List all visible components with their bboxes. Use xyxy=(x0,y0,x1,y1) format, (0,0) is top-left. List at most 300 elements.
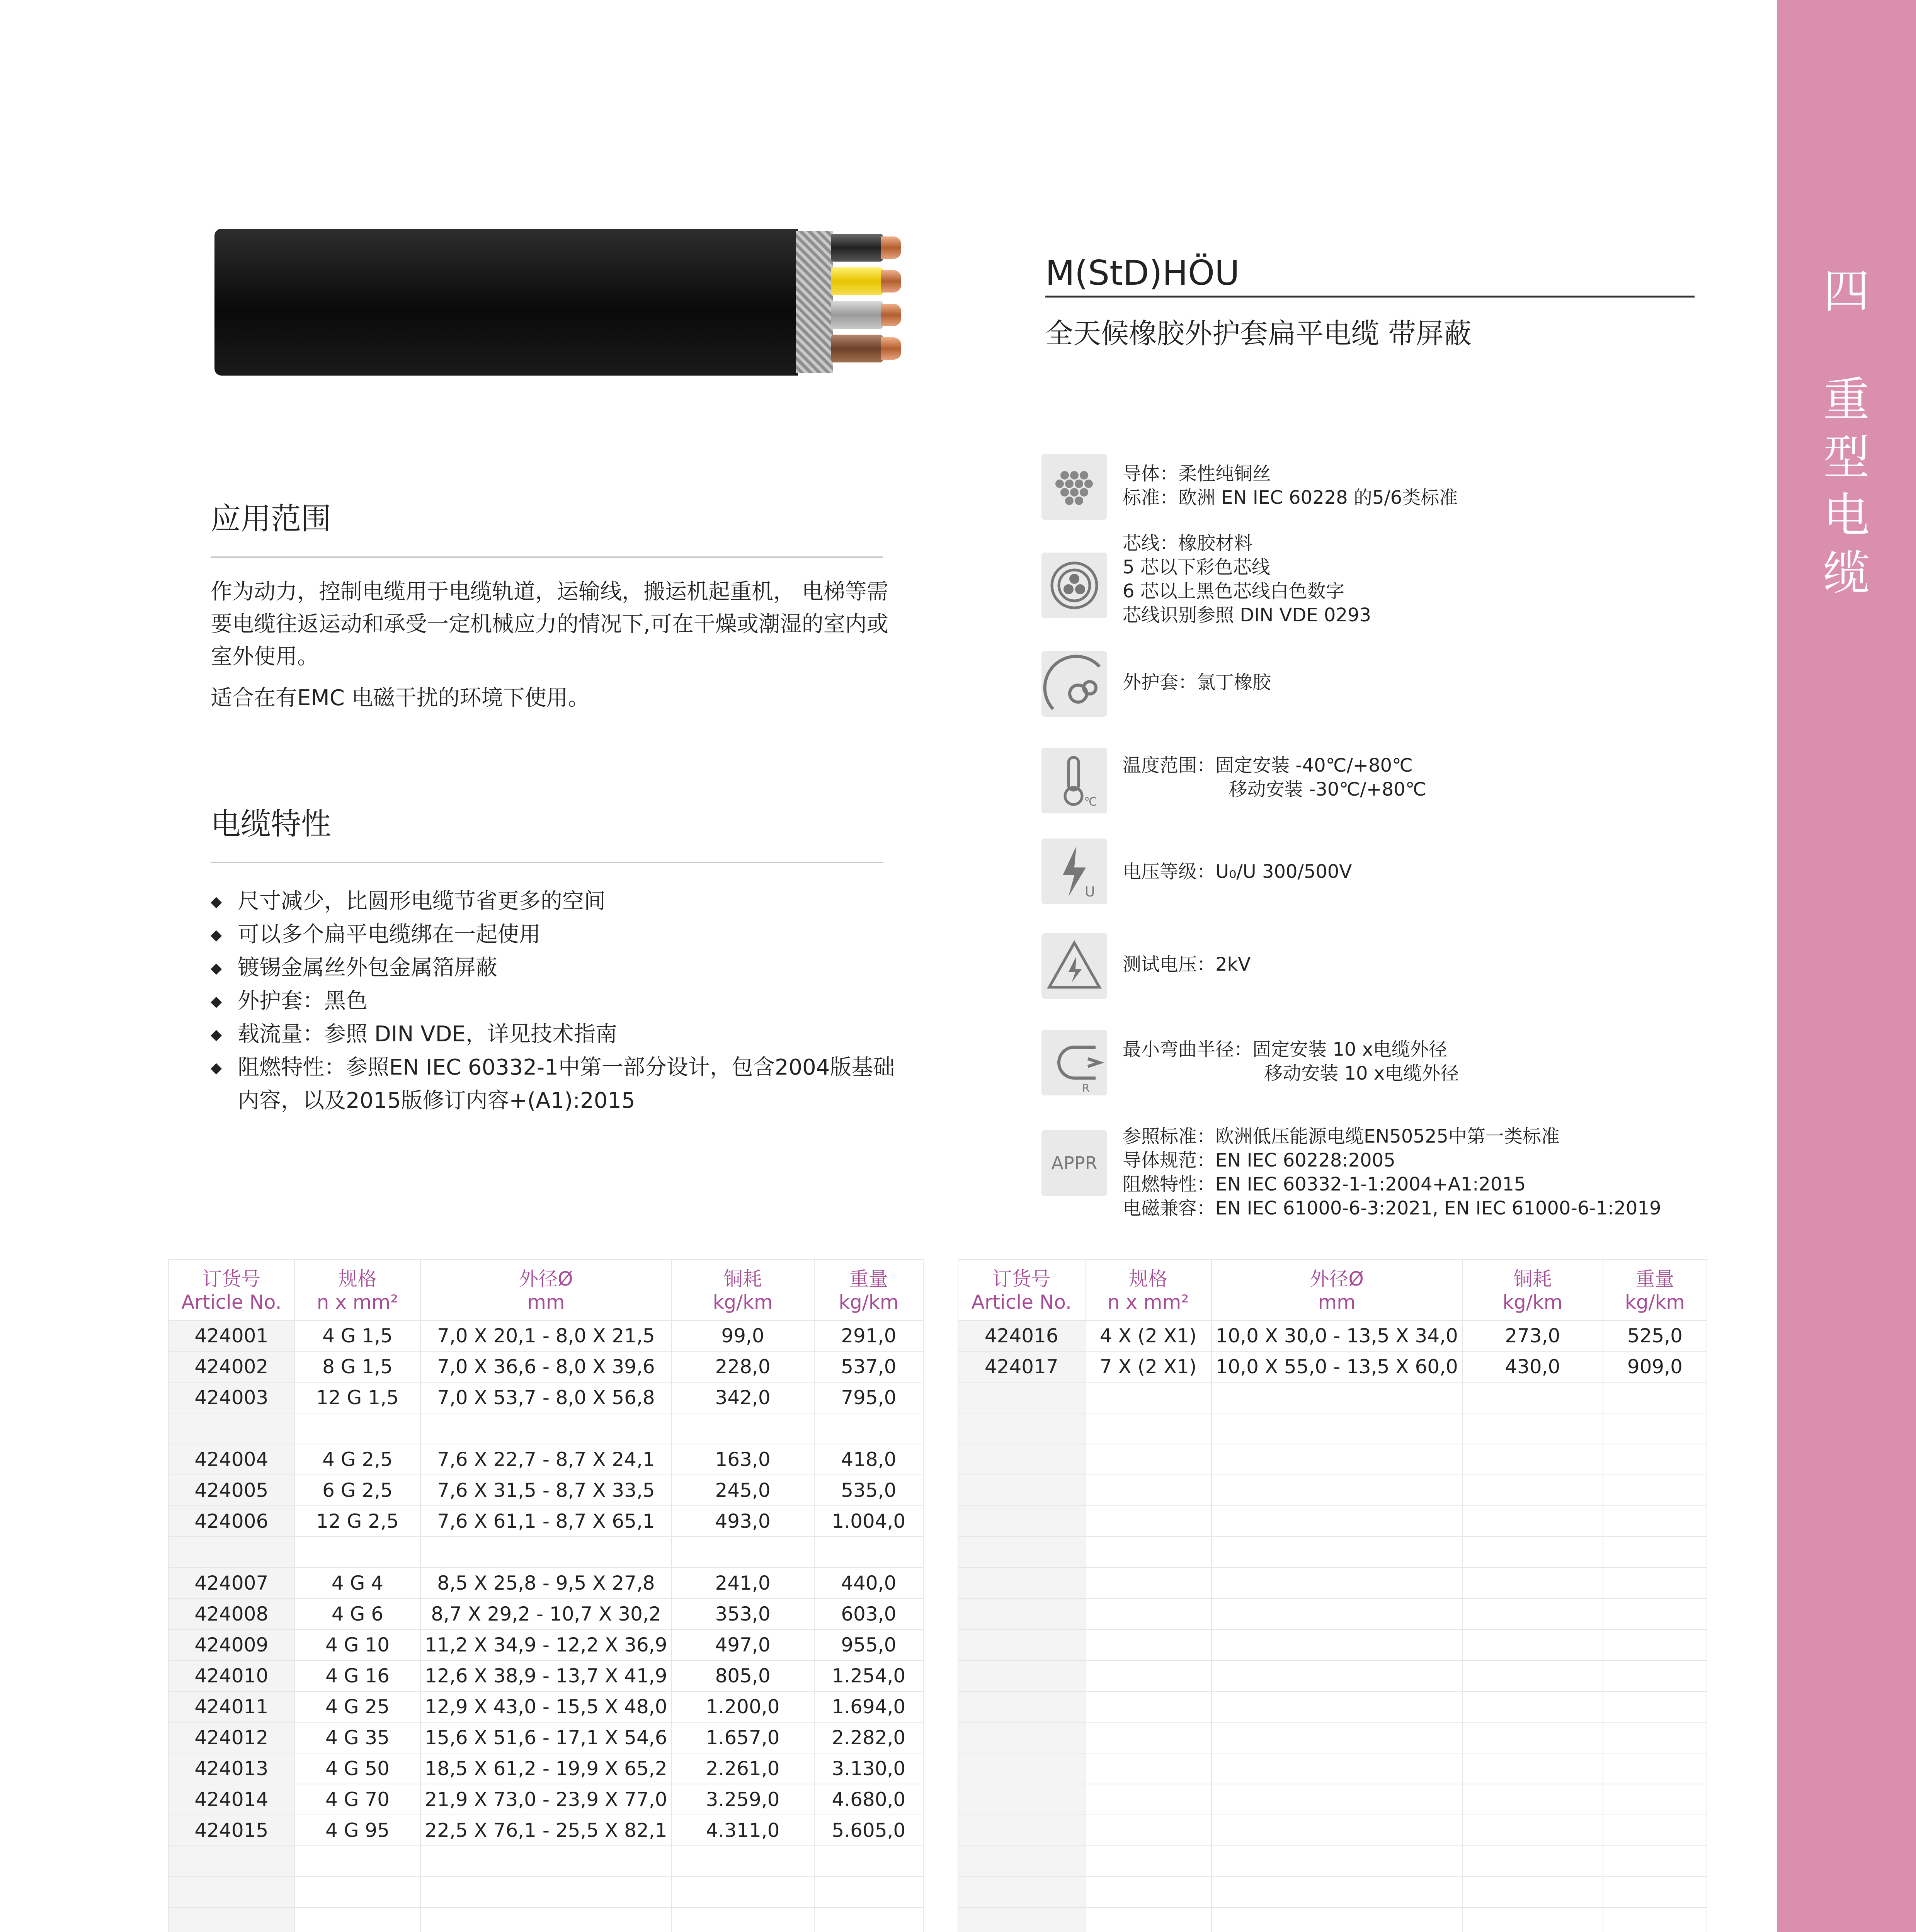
table-row xyxy=(958,1629,1707,1660)
conductor-icon xyxy=(1041,454,1107,520)
table-cell xyxy=(814,1877,923,1908)
table-row xyxy=(168,1413,923,1444)
table-cell xyxy=(1212,1444,1462,1475)
table-cell xyxy=(168,1908,294,1932)
table-cell: 6 G 2,5 xyxy=(294,1475,421,1506)
table-cell xyxy=(1603,1475,1707,1506)
table-row xyxy=(958,1877,1707,1908)
table-cell xyxy=(294,1877,421,1908)
column-header xyxy=(1462,1259,1603,1320)
column-header-unit: kg/km xyxy=(839,1291,899,1313)
column-header xyxy=(294,1259,421,1320)
table-cell: 440,0 xyxy=(814,1568,923,1599)
table-cell xyxy=(168,1413,294,1444)
column-header-title: 规格 xyxy=(1129,1268,1168,1290)
table-cell: 424010 xyxy=(168,1660,294,1691)
cable-jacket xyxy=(214,229,798,376)
table-cell xyxy=(1085,1908,1212,1932)
table-row xyxy=(958,1753,1707,1784)
svg-text:R: R xyxy=(1082,1082,1090,1094)
table-cell: 430,0 xyxy=(1462,1351,1603,1382)
table-cell: 353,0 xyxy=(672,1599,814,1629)
title-divider xyxy=(1045,296,1695,298)
product-subtitle: 全天候橡胶外护套扁平电缆 带屏蔽 xyxy=(1045,317,1472,350)
table-row xyxy=(168,1382,923,1413)
cable-core xyxy=(831,335,883,362)
table-cell xyxy=(1212,1599,1462,1629)
column-header-unit: mm xyxy=(1318,1291,1356,1313)
thermometer-icon xyxy=(1041,748,1107,813)
column-header-unit: n x mm² xyxy=(1107,1291,1189,1313)
table-cell xyxy=(1603,1599,1707,1629)
table-cell xyxy=(1603,1444,1707,1475)
appr-icon: APPR xyxy=(1041,1130,1107,1196)
table-row xyxy=(168,1599,923,1629)
table-cell xyxy=(1085,1599,1212,1629)
sidebar-char: 缆 xyxy=(1823,547,1870,600)
table-cell xyxy=(1212,1568,1462,1599)
table-cell xyxy=(672,1413,814,1444)
application-heading: 应用范围 xyxy=(211,502,332,536)
table-row xyxy=(958,1908,1707,1932)
table-row xyxy=(168,1722,923,1753)
table-cell xyxy=(1603,1877,1707,1908)
column-header-title: 铜耗 xyxy=(1513,1268,1552,1290)
table-row xyxy=(958,1351,1707,1382)
table-cell: 424017 xyxy=(958,1351,1085,1382)
table-cell: 1.254,0 xyxy=(814,1660,923,1691)
table-cell: 4 G 4 xyxy=(294,1568,421,1599)
table-cell xyxy=(1603,1382,1707,1413)
table-cell xyxy=(294,1846,421,1877)
table-cell: 4 G 25 xyxy=(294,1691,421,1722)
table-cell: 3.130,0 xyxy=(814,1753,923,1784)
column-header-title: 重量 xyxy=(849,1268,888,1290)
table-cell: 273,0 xyxy=(1462,1320,1603,1351)
svg-text:U: U xyxy=(1085,884,1095,900)
table-cell xyxy=(1212,1506,1462,1537)
table-cell xyxy=(1462,1691,1603,1722)
table-row xyxy=(958,1537,1707,1568)
table-cell: 418,0 xyxy=(814,1444,923,1475)
table-cell: 2.261,0 xyxy=(672,1753,814,1784)
cable-core-tip xyxy=(881,337,901,360)
table-cell: 1.200,0 xyxy=(672,1691,814,1722)
table-row xyxy=(958,1506,1707,1537)
column-header-unit: kg/km xyxy=(1625,1291,1685,1313)
table-cell xyxy=(1462,1475,1603,1506)
features-list xyxy=(211,885,906,1117)
table-cell xyxy=(1085,1537,1212,1568)
table-cell xyxy=(1212,1413,1462,1444)
table-row xyxy=(168,1908,923,1932)
table-header-row xyxy=(168,1259,923,1320)
list-item: ◆ 可以多个扁平电缆绑在一起使用 xyxy=(211,918,906,951)
table-cell: 424015 xyxy=(168,1815,294,1846)
table-cell xyxy=(958,1877,1085,1908)
table-cell xyxy=(1085,1784,1212,1815)
table-row xyxy=(168,1877,923,1908)
table-cell: 424007 xyxy=(168,1568,294,1599)
table-cell xyxy=(1212,1753,1462,1784)
sheath-icon xyxy=(1041,651,1107,717)
table-cell xyxy=(1212,1660,1462,1691)
table-cell: 99,0 xyxy=(672,1320,814,1351)
table-cell xyxy=(1603,1908,1707,1932)
column-header xyxy=(1085,1259,1212,1320)
table-cell: 4 G 95 xyxy=(294,1815,421,1846)
table-cell xyxy=(958,1753,1085,1784)
table-cell: 497,0 xyxy=(672,1629,814,1660)
table-cell: 955,0 xyxy=(814,1629,923,1660)
sidebar-char: 电 xyxy=(1823,489,1870,543)
table-cell xyxy=(1085,1475,1212,1506)
table-cell: 424013 xyxy=(168,1753,294,1784)
table-cell xyxy=(1212,1629,1462,1660)
table-cell xyxy=(814,1846,923,1877)
table-cell xyxy=(1462,1660,1603,1691)
standards-spec: 参照标准：欧洲低压能源电缆EN50525中第一类标准 导体规范：EN IEC 60228:2005 阻燃特性：EN IEC 60332-1-1:2004+A1:2015 电磁兼容：EN IEC 61000-6-3:2021, EN IEC 61000-6-1:2019 xyxy=(1123,1126,1661,1219)
temperature-spec: 温度范围：固定安装 -40℃/+80℃ 移动安装 -30℃/+80℃ xyxy=(1123,755,1426,800)
table-cell: 424003 xyxy=(168,1382,294,1413)
table-cell: 291,0 xyxy=(814,1320,923,1351)
table-cell xyxy=(958,1444,1085,1475)
table-row xyxy=(958,1475,1707,1506)
column-header-unit: Article No. xyxy=(971,1291,1072,1313)
column-header-title: 铜耗 xyxy=(723,1268,762,1290)
table-cell xyxy=(814,1413,923,1444)
table-row xyxy=(168,1475,923,1506)
table-cell xyxy=(958,1846,1085,1877)
table-cell: 8 G 1,5 xyxy=(294,1351,421,1382)
table-cell: 7,0 X 20,1 - 8,0 X 21,5 xyxy=(420,1320,671,1351)
column-header-unit: Article No. xyxy=(181,1291,282,1313)
table-cell: 12 G 1,5 xyxy=(294,1382,421,1413)
table-cell: 424006 xyxy=(168,1506,294,1537)
table-cell xyxy=(1603,1506,1707,1537)
table-cell xyxy=(1462,1908,1603,1932)
column-header xyxy=(168,1259,294,1320)
table-cell: 795,0 xyxy=(814,1382,923,1413)
table-cell: 4.311,0 xyxy=(672,1815,814,1846)
list-item: ◆ 尺寸减少，比圆形电缆节省更多的空间 xyxy=(211,885,906,918)
table-cell xyxy=(1603,1629,1707,1660)
column-header xyxy=(672,1259,814,1320)
table-cell xyxy=(1462,1568,1603,1599)
table-cell xyxy=(420,1877,671,1908)
table-row xyxy=(168,1506,923,1537)
table-cell xyxy=(1603,1413,1707,1444)
table-row xyxy=(958,1568,1707,1599)
column-header xyxy=(1603,1259,1707,1320)
spec-table-right xyxy=(958,1259,1707,1932)
table-cell: 493,0 xyxy=(672,1506,814,1537)
table-cell xyxy=(1462,1629,1603,1660)
table-cell xyxy=(1462,1537,1603,1568)
cable-core-tip xyxy=(881,304,901,326)
table-cell xyxy=(958,1568,1085,1599)
table-row xyxy=(168,1568,923,1599)
cable-core-tip xyxy=(881,236,901,259)
table-cell: 7 X (2 X1) xyxy=(1085,1351,1212,1382)
table-cell xyxy=(1462,1784,1603,1815)
table-cell xyxy=(1085,1382,1212,1413)
table-row xyxy=(958,1815,1707,1846)
column-header-title: 订货号 xyxy=(202,1268,260,1290)
bending-radius-spec: 最小弯曲半径：固定安装 10 x电缆外径 移动安装 10 x电缆外径 xyxy=(1123,1039,1459,1084)
column-header-unit: kg/km xyxy=(713,1291,773,1313)
table-cell xyxy=(1603,1722,1707,1753)
table-row xyxy=(958,1784,1707,1815)
table-row xyxy=(168,1629,923,1660)
table-row xyxy=(958,1444,1707,1475)
cable-core-tip xyxy=(881,270,901,293)
table-cell xyxy=(1603,1846,1707,1877)
table-row xyxy=(958,1413,1707,1444)
table-row xyxy=(958,1691,1707,1722)
table-cell: 424004 xyxy=(168,1444,294,1475)
table-cell: 424014 xyxy=(168,1784,294,1815)
table-cell xyxy=(1462,1722,1603,1753)
table-cell xyxy=(958,1382,1085,1413)
list-item: ◆ 载流量：参照 DIN VDE，详见技术指南 xyxy=(211,1018,906,1051)
column-header-title: 重量 xyxy=(1635,1268,1674,1290)
table-cell xyxy=(1462,1815,1603,1846)
sidebar-char: 重 xyxy=(1823,373,1870,427)
table-cell xyxy=(1212,1537,1462,1568)
table-cell xyxy=(168,1846,294,1877)
table-cell: 4 G 50 xyxy=(294,1753,421,1784)
table-cell: 8,5 X 25,8 - 9,5 X 27,8 xyxy=(420,1568,671,1599)
table-cell: 424005 xyxy=(168,1475,294,1506)
table-cell xyxy=(1462,1382,1603,1413)
table-cell xyxy=(1212,1382,1462,1413)
table-cell xyxy=(1603,1815,1707,1846)
sheath-spec: 外护套：氯丁橡胶 xyxy=(1123,672,1271,693)
table-cell: 4 G 70 xyxy=(294,1784,421,1815)
table-cell xyxy=(1212,1784,1462,1815)
table-cell xyxy=(958,1599,1085,1629)
table-cell xyxy=(1462,1753,1603,1784)
table-cell xyxy=(958,1908,1085,1932)
sidebar-category xyxy=(1777,263,1916,603)
column-header xyxy=(1212,1259,1462,1320)
table-cell: 7,6 X 61,1 - 8,7 X 65,1 xyxy=(420,1506,671,1537)
table-cell xyxy=(1603,1537,1707,1568)
table-cell: 241,0 xyxy=(672,1568,814,1599)
column-header-unit: n x mm² xyxy=(316,1291,398,1313)
table-cell: 10,0 X 55,0 - 13,5 X 60,0 xyxy=(1212,1351,1462,1382)
column-header xyxy=(814,1259,923,1320)
conductor-spec: 导体：柔性纯铜丝 标准：欧洲 EN IEC 60228 的5/6类标准 xyxy=(1123,463,1458,509)
table-cell: 424001 xyxy=(168,1320,294,1351)
table-cell xyxy=(1212,1846,1462,1877)
table-cell: 12,6 X 38,9 - 13,7 X 41,9 xyxy=(420,1660,671,1691)
table-cell xyxy=(1603,1660,1707,1691)
table-cell xyxy=(1085,1815,1212,1846)
table-cell: 11,2 X 34,9 - 12,2 X 36,9 xyxy=(420,1629,671,1660)
table-cell: 424008 xyxy=(168,1599,294,1629)
table-cell: 4 G 35 xyxy=(294,1722,421,1753)
table-row xyxy=(168,1351,923,1382)
table-cell: 2.282,0 xyxy=(814,1722,923,1753)
table-cell xyxy=(672,1908,814,1932)
table-cell: 4 G 10 xyxy=(294,1629,421,1660)
voltage-spec: 电压等级：U₀/U 300/500V xyxy=(1123,861,1352,883)
table-cell: 21,9 X 73,0 - 23,9 X 77,0 xyxy=(420,1784,671,1815)
table-cell xyxy=(814,1537,923,1568)
table-cell: 424012 xyxy=(168,1722,294,1753)
core-insulation-icon xyxy=(1041,553,1107,618)
table-cell: 424011 xyxy=(168,1691,294,1722)
table-cell xyxy=(1212,1722,1462,1753)
table-cell xyxy=(1462,1846,1603,1877)
table-cell: 12,9 X 43,0 - 15,5 X 48,0 xyxy=(420,1691,671,1722)
table-cell xyxy=(1085,1568,1212,1599)
table-cell xyxy=(1085,1660,1212,1691)
cable-core xyxy=(831,301,883,329)
table-cell: 163,0 xyxy=(672,1444,814,1475)
table-cell: 4 X (2 X1) xyxy=(1085,1320,1212,1351)
table-cell: 4 G 1,5 xyxy=(294,1320,421,1351)
table-cell: 603,0 xyxy=(814,1599,923,1629)
table-row xyxy=(168,1691,923,1722)
bending-radius-icon xyxy=(1041,1030,1107,1095)
table-cell xyxy=(1085,1846,1212,1877)
table-cell xyxy=(420,1846,671,1877)
table-cell: 7,6 X 31,5 - 8,7 X 33,5 xyxy=(420,1475,671,1506)
table-cell: 22,5 X 76,1 - 25,5 X 82,1 xyxy=(420,1815,671,1846)
table-cell xyxy=(1085,1691,1212,1722)
table-cell: 342,0 xyxy=(672,1382,814,1413)
column-header-title: 外径Ø xyxy=(519,1268,573,1290)
table-header-row xyxy=(958,1259,1707,1320)
table-cell xyxy=(814,1908,923,1932)
sidebar-char: 型 xyxy=(1823,431,1870,485)
table-cell xyxy=(958,1629,1085,1660)
table-cell xyxy=(958,1722,1085,1753)
table-cell: 424016 xyxy=(958,1320,1085,1351)
table-cell: 4.680,0 xyxy=(814,1784,923,1815)
table-cell: 4 G 16 xyxy=(294,1660,421,1691)
table-row xyxy=(958,1660,1707,1691)
table-cell xyxy=(294,1908,421,1932)
table-row xyxy=(958,1320,1707,1351)
application-divider xyxy=(211,556,883,558)
table-cell xyxy=(958,1475,1085,1506)
spec-table-left xyxy=(168,1259,924,1932)
table-cell: 909,0 xyxy=(1603,1351,1707,1382)
table-row xyxy=(168,1444,923,1475)
table-cell xyxy=(958,1537,1085,1568)
table-row xyxy=(168,1660,923,1691)
table-cell xyxy=(1085,1722,1212,1753)
table-cell xyxy=(958,1784,1085,1815)
table-cell xyxy=(1603,1753,1707,1784)
column-header-title: 规格 xyxy=(338,1268,377,1290)
table-cell xyxy=(420,1908,671,1932)
table-cell xyxy=(168,1877,294,1908)
table-cell xyxy=(1085,1753,1212,1784)
table-row xyxy=(168,1537,923,1568)
test-voltage-spec: 测试电压：2kV xyxy=(1123,954,1251,975)
column-header-title: 外径Ø xyxy=(1310,1268,1364,1290)
features-heading: 电缆特性 xyxy=(211,807,332,842)
table-cell xyxy=(1603,1568,1707,1599)
table-cell: 1.004,0 xyxy=(814,1506,923,1537)
table-cell xyxy=(1462,1413,1603,1444)
table-cell: 3.259,0 xyxy=(672,1784,814,1815)
table-cell: 15,6 X 51,6 - 17,1 X 54,6 xyxy=(420,1722,671,1753)
svg-text:℃: ℃ xyxy=(1084,795,1097,809)
table-cell: 7,0 X 36,6 - 8,0 X 39,6 xyxy=(420,1351,671,1382)
table-row xyxy=(168,1753,923,1784)
table-cell xyxy=(1212,1691,1462,1722)
table-cell xyxy=(958,1660,1085,1691)
table-row xyxy=(958,1382,1707,1413)
table-cell: 10,0 X 30,0 - 13,5 X 34,0 xyxy=(1212,1320,1462,1351)
table-cell xyxy=(1603,1691,1707,1722)
column-header-unit: kg/km xyxy=(1503,1291,1563,1313)
table-cell xyxy=(1462,1444,1603,1475)
table-cell xyxy=(958,1815,1085,1846)
table-row xyxy=(168,1784,923,1815)
table-cell xyxy=(1085,1629,1212,1660)
table-row xyxy=(958,1846,1707,1877)
application-emc-text: 适合在有EMC 电磁干扰的环境下使用。 xyxy=(211,685,590,711)
table-cell xyxy=(420,1413,671,1444)
table-cell: 525,0 xyxy=(1603,1320,1707,1351)
column-header-title: 订货号 xyxy=(992,1268,1051,1290)
table-cell xyxy=(1212,1908,1462,1932)
table-cell: 4 G 6 xyxy=(294,1599,421,1629)
table-cell: 424002 xyxy=(168,1351,294,1382)
list-item: ◆ 镀锡金属丝外包金属箔屏蔽 xyxy=(211,951,906,985)
table-cell: 1.657,0 xyxy=(672,1722,814,1753)
table-cell: 1.694,0 xyxy=(814,1691,923,1722)
table-cell xyxy=(1085,1506,1212,1537)
table-row xyxy=(958,1599,1707,1629)
table-cell: 7,0 X 53,7 - 8,0 X 56,8 xyxy=(420,1382,671,1413)
table-cell xyxy=(168,1537,294,1568)
cable-core xyxy=(831,267,883,295)
cable-shield xyxy=(796,231,833,373)
table-cell xyxy=(1603,1784,1707,1815)
test-voltage-icon xyxy=(1041,933,1107,999)
table-cell xyxy=(672,1877,814,1908)
table-row xyxy=(168,1815,923,1846)
product-code: M(StD)HÖU xyxy=(1045,253,1240,293)
table-cell xyxy=(672,1537,814,1568)
table-cell xyxy=(958,1413,1085,1444)
table-cell xyxy=(1212,1877,1462,1908)
table-cell: 5.605,0 xyxy=(814,1815,923,1846)
table-row xyxy=(168,1320,923,1351)
table-cell xyxy=(420,1537,671,1568)
table-cell: 8,7 X 29,2 - 10,7 X 30,2 xyxy=(420,1599,671,1629)
table-cell: 18,5 X 61,2 - 19,9 X 65,2 xyxy=(420,1753,671,1784)
features-divider xyxy=(211,862,883,863)
column-header-unit: mm xyxy=(527,1291,565,1313)
list-item: ◆ 外护套：黑色 xyxy=(211,985,906,1018)
core-spec: 芯线：橡胶材料 5 芯以下彩色芯线 6 芯以上黑色芯线白色数字 芯线识别参照 DIN VDE 0293 xyxy=(1123,532,1371,626)
table-cell: 805,0 xyxy=(672,1660,814,1691)
table-cell: 424009 xyxy=(168,1629,294,1660)
table-cell xyxy=(672,1846,814,1877)
list-item: ◆ 阻燃特性：参照EN IEC 60332-1中第一部分设计，包含2004版基础内容，以及2015版修订内容+(A1):2015 xyxy=(211,1051,906,1117)
cable-core xyxy=(831,234,883,262)
table-cell xyxy=(1462,1506,1603,1537)
